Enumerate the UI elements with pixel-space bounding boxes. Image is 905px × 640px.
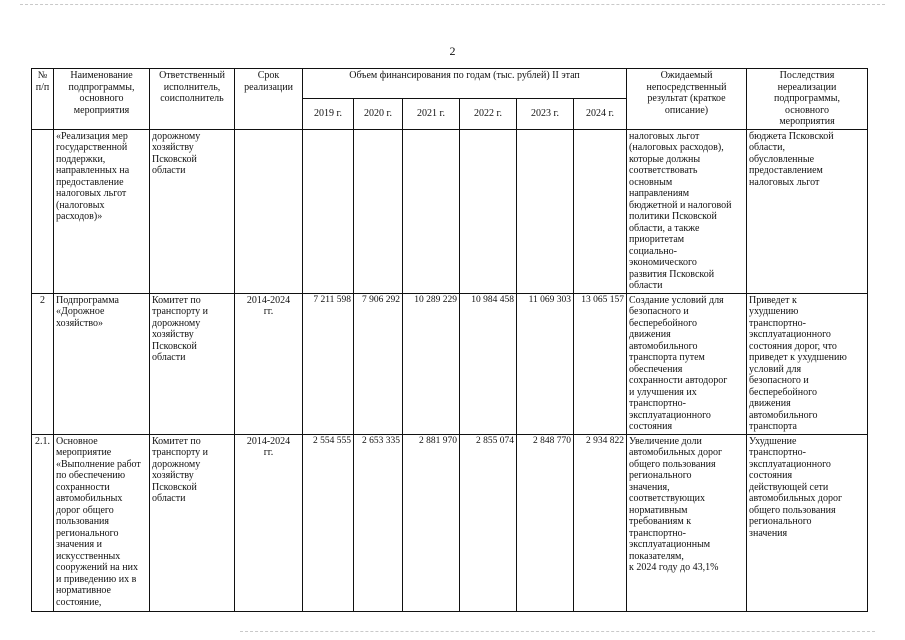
row-num: 2 — [32, 293, 54, 434]
row-consequence: Ухудшение транспортно- эксплуатационного состояния действующей сети автомобильных дорог общего пользования регионального значения — [747, 434, 868, 611]
page-number: 2 — [449, 44, 456, 58]
row-value-2021: 10 289 229 — [403, 293, 460, 434]
row-value-2021: 2 881 970 — [403, 434, 460, 611]
row-value-2020: 2 653 335 — [354, 434, 403, 611]
header-row — [32, 69, 868, 99]
row-value-2024 — [574, 129, 627, 293]
row-num — [32, 129, 54, 293]
header-year: 2023 г. — [517, 99, 574, 129]
row-result: Создание условий для безопасного и бесперебойного движения автомобильного транспорта путем обеспечения сохранности автодорог и улучшения их транспортно- эксплуатационного состояния — [627, 293, 747, 434]
row-value-2020 — [354, 129, 403, 293]
row-value-2019 — [303, 129, 354, 293]
row-result: Увеличение доли автомобильных дорог общего пользования регионального значения, соответствующих нормативным требованиям к транспортно- эксплуатационным показателям, к 2024 году до 43,1% — [627, 434, 747, 611]
row-name: Основное мероприятие «Выполнение работ по обеспечению сохранности автомобильных дорог общего пользования регионального значения и искусственных сооружений на них и приведению их в нормативное состояние, — [54, 434, 150, 611]
header-consequence: Последствия нереализации подпрограммы, основного мероприятия — [747, 69, 868, 130]
row-value-2023: 11 069 303 — [517, 293, 574, 434]
header-year: 2021 г. — [403, 99, 460, 129]
row-value-2022: 2 855 074 — [460, 434, 517, 611]
row-responsible: Комитет по транспорту и дорожному хозяйству Псковской области — [150, 293, 235, 434]
header-responsible: Ответственный исполнитель, соисполнитель — [150, 69, 235, 130]
row-value-2024: 13 065 157 — [574, 293, 627, 434]
row-value-2019: 7 211 598 — [303, 293, 354, 434]
row-value-2021 — [403, 129, 460, 293]
row-period — [235, 129, 303, 293]
header-result: Ожидаемый непосредственный результат (краткое описание) — [627, 69, 747, 130]
row-consequence: бюджета Псковской области, обусловленные предоставлением налоговых льгот — [747, 129, 868, 293]
header-year: 2020 г. — [354, 99, 403, 129]
header-period: Срок реализации — [235, 69, 303, 130]
row-result: налоговых льгот (налоговых расходов), которые должны соответствовать основным направлениям бюджетной и налоговой политики Псковской области, а также приоритетам социально- экономического развития Псковской области — [627, 129, 747, 293]
header-num: № п/п — [32, 69, 54, 130]
table-row — [32, 434, 868, 611]
row-value-2022: 10 984 458 — [460, 293, 517, 434]
row-period: 2014-2024 гг. — [235, 293, 303, 434]
row-responsible: Комитет по транспорту и дорожному хозяйству Псковской области — [150, 434, 235, 611]
header-year: 2022 г. — [460, 99, 517, 129]
row-value-2019: 2 554 555 — [303, 434, 354, 611]
row-responsible: дорожному хозяйству Псковской области — [150, 129, 235, 293]
row-value-2022 — [460, 129, 517, 293]
row-value-2023 — [517, 129, 574, 293]
row-value-2020: 7 906 292 — [354, 293, 403, 434]
row-name: «Реализация мер государственной поддержки, направленных на предоставление налоговых льгот (налоговых расходов)» — [54, 129, 150, 293]
row-value-2024: 2 934 822 — [574, 434, 627, 611]
row-consequence: Приведет к ухудшению транспортно- эксплуатационного состояния дорог, что приведет к ухудшению условий для безопасного и бесперебойного движения автомобильного транспорта — [747, 293, 868, 434]
header-year: 2019 г. — [303, 99, 354, 129]
header-year: 2024 г. — [574, 99, 627, 129]
header-financing: Объем финансирования по годам (тыс. рублей) II этап — [303, 69, 627, 99]
scan-artifact-top — [20, 4, 885, 5]
financing-table — [31, 68, 868, 612]
row-period: 2014-2024 гг. — [235, 434, 303, 611]
scan-artifact-bottom — [240, 631, 875, 632]
row-name: Подпрограмма «Дорожное хозяйство» — [54, 293, 150, 434]
row-value-2023: 2 848 770 — [517, 434, 574, 611]
table-row — [32, 293, 868, 434]
row-num: 2.1. — [32, 434, 54, 611]
header-name: Наименование подпрограммы, основного мероприятия — [54, 69, 150, 130]
table-row — [32, 129, 868, 293]
